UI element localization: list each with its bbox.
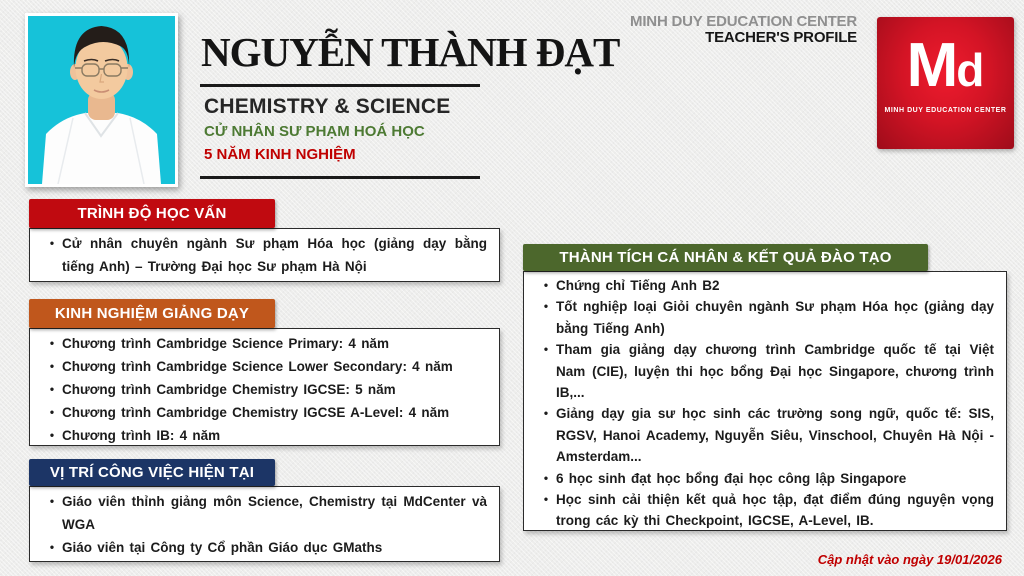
- last-updated-date: Cập nhật vào ngày 19/01/2026: [817, 552, 1002, 567]
- list-item: • Chương trình Cambridge Chemistry IGCSE A-Level: 4 năm: [30, 401, 499, 424]
- bullet-icon: •: [543, 278, 549, 292]
- list-item: • Tham gia giảng dạy chương trình Cambridge quốc tế tại Việt Nam (CIE), luyện thi học bổng Đại học Singapore, chương trình IB,...: [524, 339, 1006, 403]
- bullet-icon: •: [543, 470, 549, 485]
- section-header-achievements: THÀNH TÍCH CÁ NHÂN & KẾT QUẢ ĐÀO TẠO: [523, 244, 928, 271]
- org-header: [500, 14, 857, 46]
- logo-letter-d: d: [956, 44, 985, 96]
- bullet-icon: •: [49, 336, 55, 350]
- portrait-photo: [25, 13, 178, 187]
- bullet-icon: •: [49, 428, 55, 442]
- bullet-icon: •: [543, 299, 549, 314]
- section-body-current-position: [29, 486, 500, 562]
- bullet-icon: •: [543, 492, 549, 507]
- section-body-achievements: [523, 271, 1007, 531]
- bullet-icon: •: [49, 236, 55, 250]
- section-header-teaching-experience: KINH NGHIỆM GIẢNG DẠY: [29, 299, 275, 328]
- list-item: • Giáo viên thỉnh giảng môn Science, Chemistry tại MdCenter và WGA: [30, 490, 499, 536]
- divider-line-top: [200, 84, 480, 87]
- org-name: MINH DUY EDUCATION CENTER: [630, 13, 857, 30]
- list-item: • Giáo viên tại Công ty Cổ phần Giáo dục GMaths: [30, 536, 499, 559]
- bullet-icon: •: [49, 359, 55, 373]
- md-monogram: [877, 31, 1014, 100]
- degree-title: CỬ NHÂN SƯ PHẠM HOÁ HỌC: [204, 123, 425, 140]
- list-item: • Tốt nghiệp loại Giỏi chuyên ngành Sư phạm Hóa học (giảng dạy bằng Tiếng Anh): [524, 296, 1006, 339]
- section-header-current-position: VỊ TRÍ CÔNG VIỆC HIỆN TẠI: [29, 459, 275, 486]
- list-item: • 6 học sinh đạt học bổng đại học công lập Singapore: [524, 468, 1006, 489]
- bullet-icon: •: [49, 405, 55, 419]
- bullet-icon: •: [543, 406, 549, 421]
- list-item: • Giảng dạy gia sư học sinh các trường song ngữ, quốc tế: SIS, RGSV, Hanoi Academy, Nguyễn Siêu, Vinschool, Chuyên Hà Nội - Amsterdam...: [524, 403, 1006, 467]
- divider-line-bottom: [200, 176, 480, 179]
- section-header-education: TRÌNH ĐỘ HỌC VẤN: [29, 199, 275, 228]
- list-item: • Chương trình Cambridge Chemistry IGCSE: 5 năm: [30, 378, 499, 401]
- section-body-education: [29, 228, 500, 282]
- list-item: • Chương trình Cambridge Science Primary: 4 năm: [30, 332, 499, 355]
- bullet-icon: •: [543, 342, 549, 357]
- teacher-name: NGUYỄN THÀNH ĐẠT: [201, 29, 620, 75]
- experience-title: 5 NĂM KINH NGHIỆM: [204, 146, 356, 163]
- bullet-icon: •: [49, 382, 55, 396]
- bullet-icon: •: [49, 540, 55, 554]
- profile-label: TEACHER'S PROFILE: [705, 29, 857, 46]
- list-item: • Chương trình Cambridge Science Lower Secondary: 4 năm: [30, 355, 499, 378]
- list-item: • Cử nhân chuyên ngành Sư phạm Hóa học (giảng dạy bằng tiếng Anh) – Trường Đại học Sư phạm Hà Nội: [30, 232, 499, 278]
- list-item: • Chứng chỉ Tiếng Anh B2: [524, 275, 1006, 296]
- bullet-icon: •: [49, 494, 55, 508]
- list-item: • Học sinh cải thiện kết quả học tập, đạt điểm đúng nguyện vọng trong các kỳ thi Checkpoint, IGCSE, A-Level, IB.: [524, 489, 1006, 532]
- md-logo: [877, 17, 1014, 149]
- portrait-illustration: [28, 16, 175, 184]
- logo-letter-m: M: [906, 31, 957, 100]
- subject-title: CHEMISTRY & SCIENCE: [204, 95, 451, 118]
- list-item: • Chương trình IB: 4 năm: [30, 424, 499, 447]
- section-body-teaching-experience: [29, 328, 500, 446]
- logo-caption: MINH DUY EDUCATION CENTER: [884, 107, 1007, 114]
